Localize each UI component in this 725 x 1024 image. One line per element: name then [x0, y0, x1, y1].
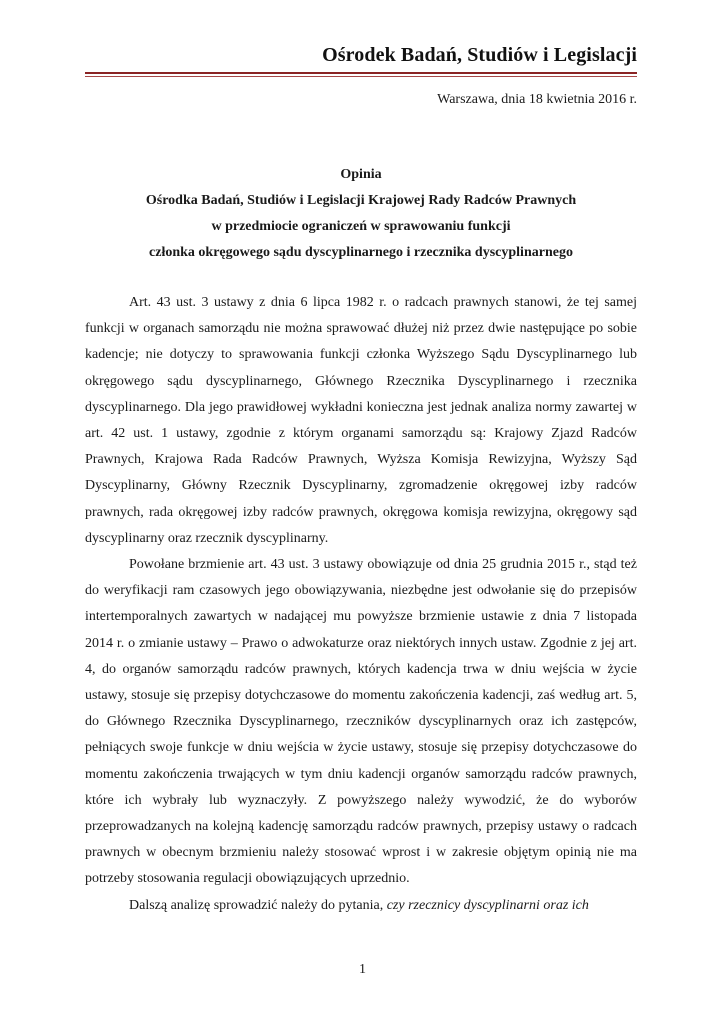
paragraph-3-text: Dalszą analizę sprowadzić należy do pytania,	[129, 897, 387, 913]
title-line-2: Ośrodka Badań, Studiów i Legislacji Krajowej Rady Radców Prawnych	[145, 193, 577, 208]
title-line-4: członka okręgowego sądu dyscyplinarnego i rzecznika dyscyplinarnego	[149, 245, 573, 260]
date-line: Warszawa, dnia 18 kwietnia 2016 r.	[437, 92, 637, 107]
document-header-title: Ośrodek Badań, Studiów i Legislacji	[322, 44, 637, 66]
title-line-1: Opinia	[340, 167, 382, 182]
header-rule	[85, 72, 637, 74]
title-line-3: w przedmiocie ograniczeń w sprawowaniu funkcji	[211, 219, 511, 234]
paragraph-1: Art. 43 ust. 3 ustawy z dnia 6 lipca 1982 r. o radcach prawnych stanowi, że tej samej funkcji w organach samorządu nie można sprawować dłużej niż przez dwie następujące po sobie kadencje; nie dotyczy to sprawowania funkcji członka Wyższego Sądu Dyscyplinarnego lub okręgowego sądu dyscyplinarnego, Głównego Rzecznika Dyscyplinarnego i rzecznika dyscyplinarnego. Dla jego prawidłowej wykładni konieczna jest jednak analiza normy zawartej w art. 42 ust. 1 ustawy, zgodnie z którym organami samorządu są: Krajowy Zjazd Radców Prawnych, Krajowa Rada Radców Prawnych, Wyższa Komisja Rewizyjna, Wyższy Sąd Dyscyplinarny, Główny Rzecznik Dyscyplinarny, zgromadzenie okręgowej izby radców prawnych, rada okręgowej izby radców prawnych, okręgowa komisja rewizyjna, okręgowy sąd dyscyplinarny oraz rzecznik dyscyplinarny.	[85, 295, 637, 546]
header-rule-secondary	[85, 76, 637, 77]
opinion-title-block	[85, 162, 637, 266]
paragraph-3-italic: czy rzecznicy dyscyplinarni oraz ich	[386, 897, 589, 913]
paragraph-3	[85, 893, 637, 919]
page-number: 1	[359, 962, 366, 977]
body-text	[85, 290, 637, 919]
paragraph-2: Powołane brzmienie art. 43 ust. 3 ustawy obowiązuje od dnia 25 grudnia 2015 r., stąd też do weryfikacji ram czasowych jego obowiązywania, niezbędne jest odwołanie się do przepisów intertemporalnych zawartych w nadającej mu powyższe brzmienie ustawie z dnia 7 listopada 2014 r. o zmianie ustawy – Prawo o adwokaturze oraz niektórych innych ustaw. Zgodnie z jej art. 4, do organów samorządu radców prawnych, których kadencja trwa w dniu wejścia w życie ustawy, stosuje się przepisy dotychczasowe do momentu zakończenia kadencji, zaś według art. 5, do Głównego Rzecznika Dyscyplinarnego, rzeczników dyscyplinarnych oraz ich zastępców, pełniących swoje funkcje w dniu wejścia w życie ustawy, stosuje się przepisy dotychczasowe do momentu zakończenia trwających w tym dniu kadencji organów samorządu radców prawnych, które ich wybrały lub wyznaczyły. Z powyższego należy wywodzić, że do wyborów przeprowadzanych na kolejną kadencję samorządu radców prawnych, przepisy ustawy o radcach prawnych w obecnym brzmieniu należy stosować wprost i w zakresie objętym opinią nie ma potrzeby stosowania regulacji obowiązujących uprzednio.	[85, 557, 637, 887]
